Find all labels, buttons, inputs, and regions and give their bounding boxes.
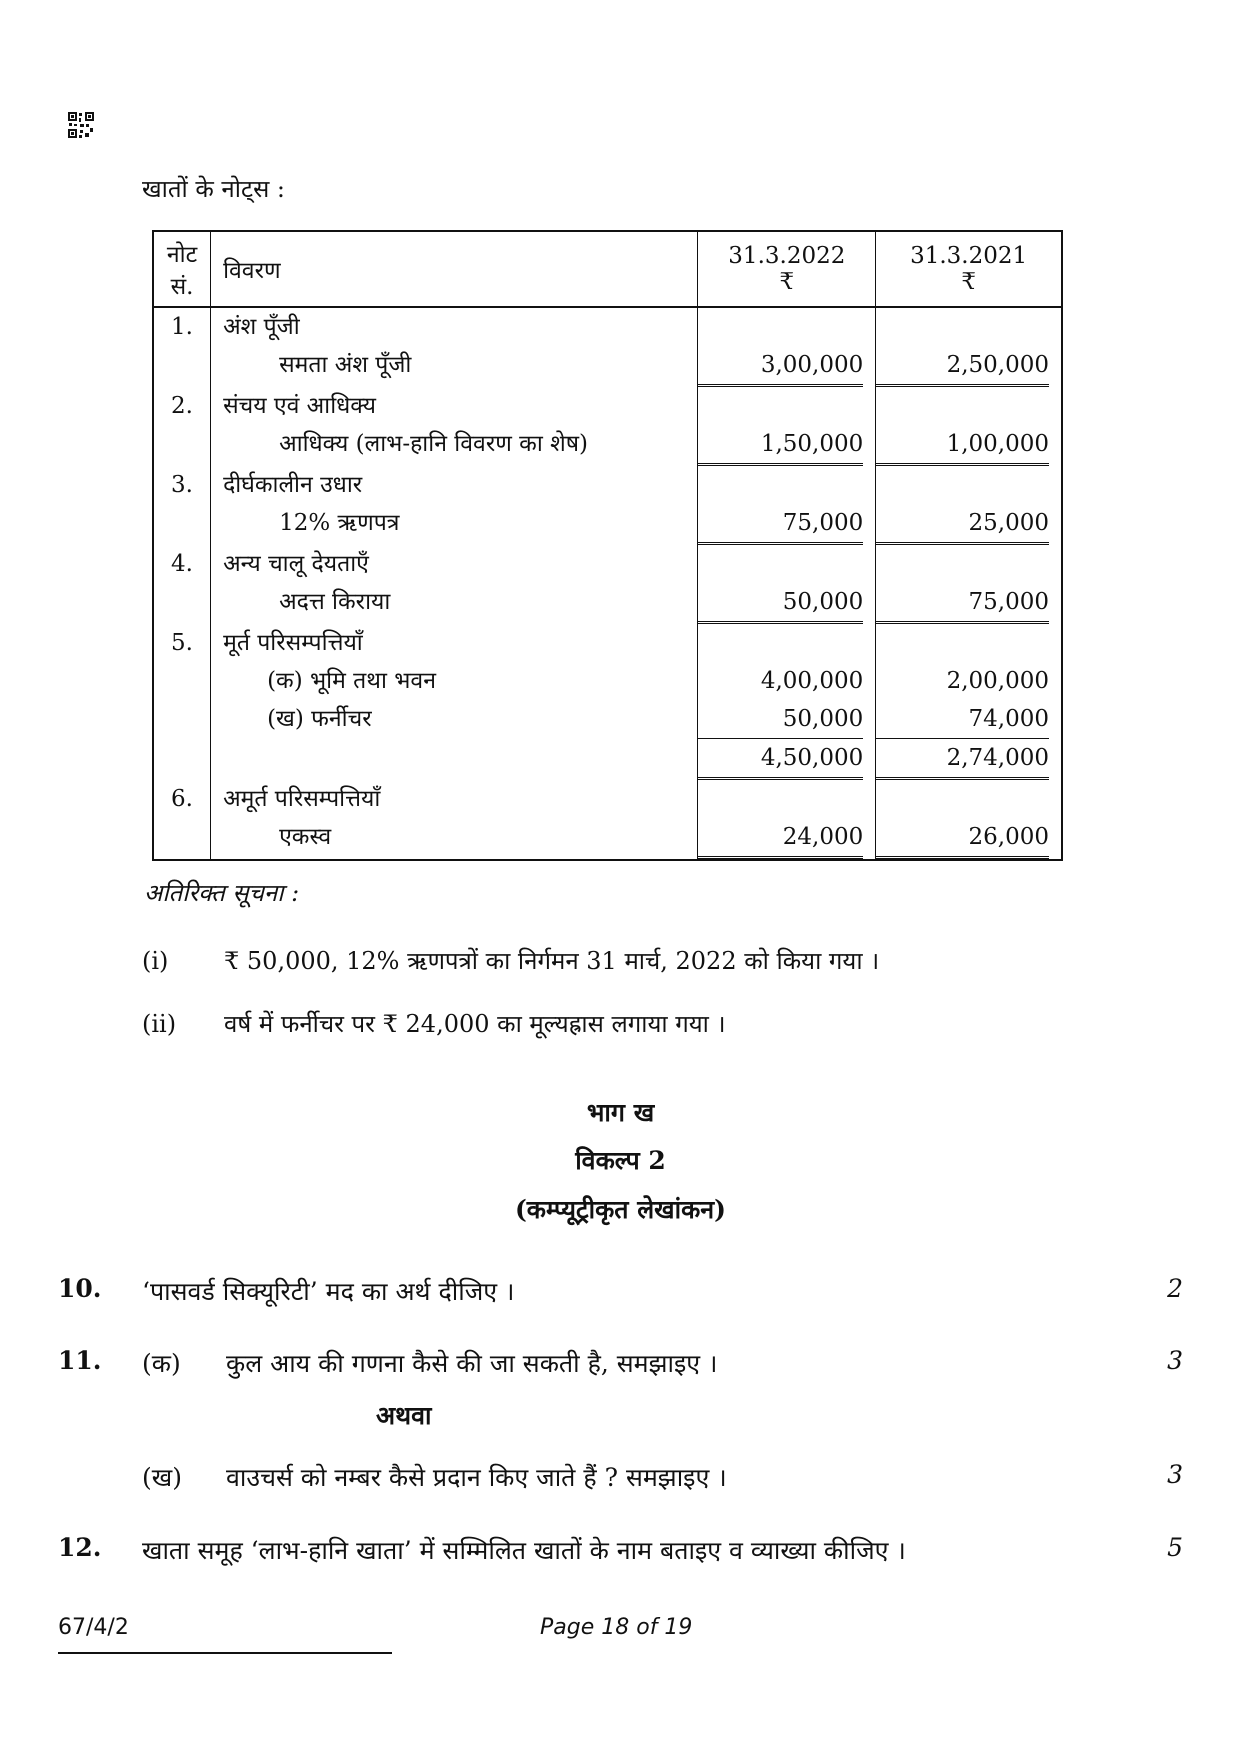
note-item-label: (ख) फर्नीचर (267, 706, 372, 732)
section-part: भाग ख (586, 1098, 655, 1127)
section-option: विकल्प 2 (575, 1146, 666, 1175)
amount-2021: 74,000 (968, 706, 1049, 732)
item-text: ₹ 50,000, 12% ऋणपत्रों का निर्गमन 31 मार्च, 2022 को किया गया । (224, 947, 880, 975)
note-item-label: (क) भूमि तथा भवन (267, 668, 436, 694)
section-subject: (कम्प्यूट्रीकृत लेखांकन) (514, 1195, 727, 1224)
note-item-label: अदत्त किराया (279, 589, 391, 615)
header-2021: 31.3.2021 ₹ (876, 231, 1062, 307)
amount-2021: 1,00,000 (876, 425, 1049, 466)
note-item-label: आधिक्य (लाभ-हानि विवरण का शेष) (279, 431, 589, 457)
table-row (153, 307, 1062, 387)
header-2022: 31.3.2022 ₹ (698, 231, 876, 307)
page-number: Page 18 of 19 (540, 1615, 693, 1640)
amount-2022: 4,00,000 (760, 668, 864, 694)
question-marks: 3 (1167, 1346, 1183, 1375)
question-number: 10. (58, 1274, 102, 1303)
question-marks: 5 (1167, 1533, 1183, 1562)
note-number: 1. (171, 314, 193, 340)
amount-2021: 2,00,000 (946, 668, 1049, 694)
footer-divider (58, 1652, 392, 1654)
note-title: अन्य चालू देयताएँ (223, 551, 369, 577)
question-marks: 3 (1167, 1460, 1183, 1489)
notes-title: खातों के नोट्स : (142, 175, 286, 203)
note-item-label: समता अंश पूँजी (279, 352, 412, 378)
question-text: ‘पासवर्ड सिक्यूरिटी’ मद का अर्थ दीजिए । (142, 1277, 515, 1306)
header-description: विवरण (211, 231, 698, 307)
amount-2021: 25,000 (876, 504, 1049, 545)
note-title: मूर्त परिसम्पत्तियाँ (223, 630, 363, 656)
question-marks: 2 (1167, 1274, 1183, 1303)
note-title: अमूर्त परिसम्पत्तियाँ (223, 786, 381, 812)
note-title: अंश पूँजी (223, 314, 300, 340)
qr-code-icon (68, 112, 94, 138)
table-row (153, 624, 1062, 780)
subquestion-label: (ख) (142, 1463, 182, 1492)
note-number: 3. (171, 472, 193, 498)
note-title: दीर्घकालीन उधार (223, 472, 363, 498)
additional-info-item (142, 944, 879, 977)
amount-2022: 75,000 (698, 504, 863, 545)
amount-2021: 26,000 (876, 818, 1049, 859)
amount-2022: 50,000 (782, 706, 864, 732)
note-number: 5. (171, 630, 193, 656)
amount-2022: 1,50,000 (698, 425, 863, 466)
amount-2022: 24,000 (698, 818, 863, 859)
table-header-row (153, 231, 1062, 307)
note-number: 4. (171, 551, 193, 577)
amount-2021: 2,50,000 (876, 346, 1049, 387)
table-row (153, 466, 1062, 545)
additional-info-item (142, 1007, 726, 1040)
question-text: कुल आय की गणना कैसे की जा सकती है, समझाइए । (226, 1349, 718, 1378)
item-number: (ii) (142, 1010, 177, 1038)
header-note-no: नोट सं. (153, 231, 211, 307)
table-row (153, 387, 1062, 466)
paper-code: 67/4/2 (58, 1615, 129, 1640)
note-number: 6. (171, 786, 193, 812)
item-number: (i) (142, 947, 169, 975)
note-item-label: एकस्व (279, 824, 332, 850)
question-text: खाता समूह ‘लाभ-हानि खाता’ में सम्मिलित खातों के नाम बताइए व व्याख्या कीजिए । (142, 1536, 906, 1565)
note-title: संचय एवं आधिक्य (223, 393, 376, 419)
table-row (153, 780, 1062, 860)
notes-table (152, 230, 1063, 861)
additional-info-title: अतिरिक्त सूचना : (144, 879, 300, 907)
note-item-label: 12% ऋणपत्र (279, 510, 400, 536)
question-number: 11. (58, 1346, 102, 1375)
total-2022: 4,50,000 (698, 738, 863, 780)
or-separator: अथवा (376, 1401, 432, 1430)
total-2021: 2,74,000 (876, 738, 1049, 780)
amount-2022: 3,00,000 (698, 346, 863, 387)
amount-2022: 50,000 (698, 583, 863, 624)
item-text: वर्ष में फर्नीचर पर ₹ 24,000 का मूल्यह्रास लगाया गया । (224, 1010, 726, 1038)
question-number: 12. (58, 1533, 102, 1562)
subquestion-label: (क) (142, 1349, 181, 1378)
table-row (153, 545, 1062, 624)
note-number: 2. (171, 393, 193, 419)
question-text: वाउचर्स को नम्बर कैसे प्रदान किए जाते हैं ? समझाइए । (226, 1463, 727, 1492)
amount-2021: 75,000 (876, 583, 1049, 624)
